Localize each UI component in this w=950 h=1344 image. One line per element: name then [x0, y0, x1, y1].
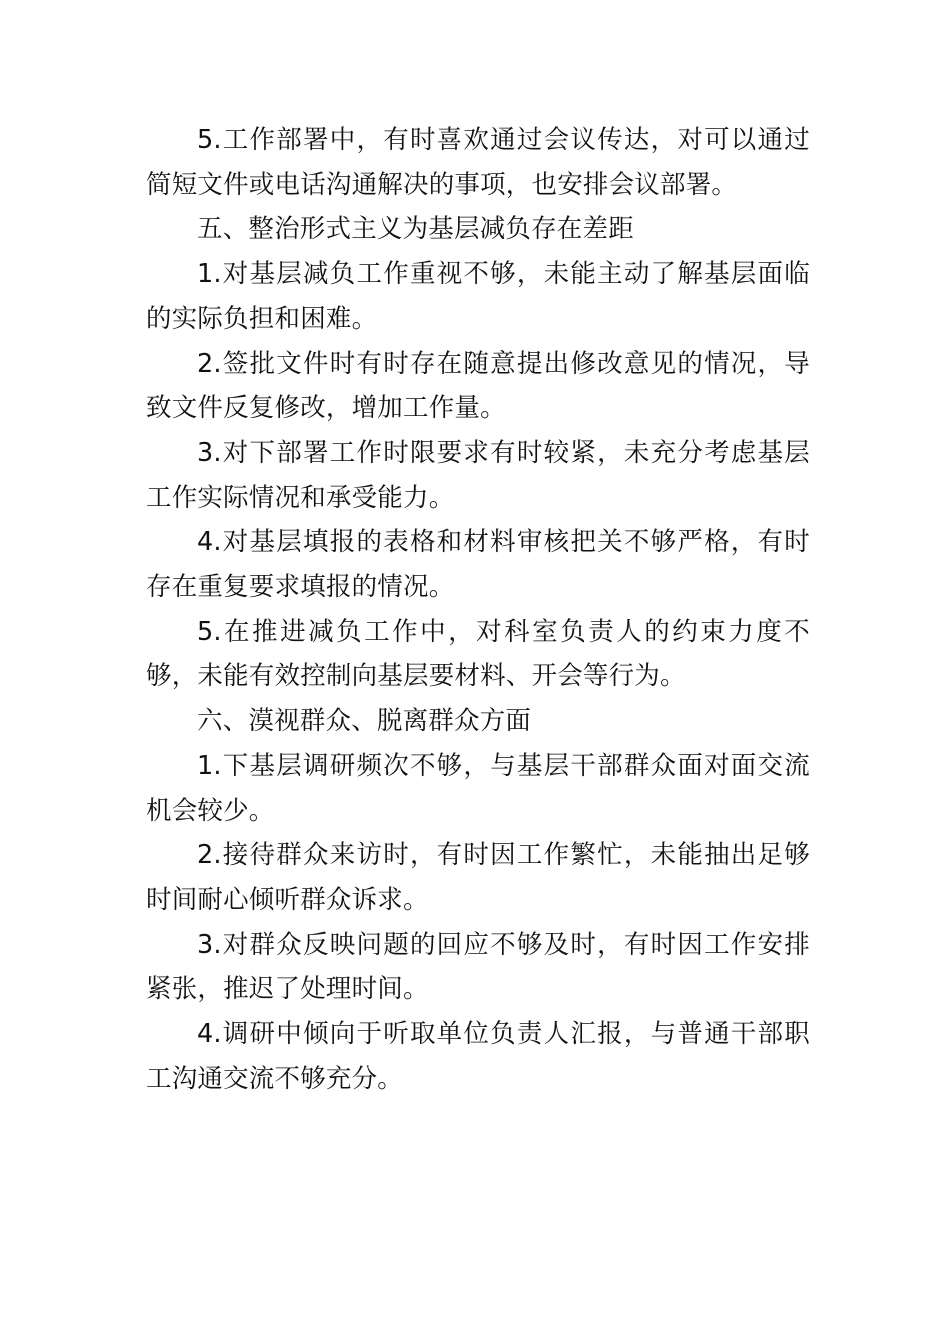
- paragraph-burden-item-2: 2.签批文件时有时存在随意提出修改意见的情况，导致文件反复修改，增加工作量。: [146, 348, 810, 424]
- document-body: [146, 118, 810, 1101]
- paragraph-masses-item-2: 2.接待群众来访时，有时因工作繁忙，未能抽出足够时间耐心倾听群众诉求。: [146, 840, 810, 915]
- paragraph-burden-item-3: 3.对下部署工作时限要求有时较紧，未充分考虑基层工作实际情况和承受能力。: [146, 437, 810, 513]
- paragraph-work-deployment-item-5: 5.工作部署中，有时喜欢通过会议传达，对可以通过简短文件或电话沟通解决的事项，也安排会议部署。: [146, 125, 810, 200]
- paragraph-burden-item-1: 1.对基层减负工作重视不够，未能主动了解基层面临的实际负担和困难。: [146, 259, 810, 334]
- paragraph-burden-item-4: 4.对基层填报的表格和材料审核把关不够严格，有时存在重复要求填报的情况。: [146, 527, 810, 603]
- paragraph-burden-item-5: 5.在推进减负工作中，对科室负责人的约束力度不够，未能有效控制向基层要材料、开会等行为。: [146, 616, 810, 692]
- section-heading-5: 五、整治形式主义为基层减负存在差距: [197, 214, 634, 245]
- paragraph-masses-item-4: 4.调研中倾向于听取单位负责人汇报，与普通干部职工沟通交流不够充分。: [146, 1019, 810, 1094]
- section-heading-6: 六、漠视群众、脱离群众方面: [197, 706, 532, 737]
- paragraph-masses-item-3: 3.对群众反映问题的回应不够及时，有时因工作安排紧张，推迟了处理时间。: [146, 929, 810, 1005]
- paragraph-masses-item-1: 1.下基层调研频次不够，与基层干部群众面对面交流机会较少。: [146, 750, 810, 826]
